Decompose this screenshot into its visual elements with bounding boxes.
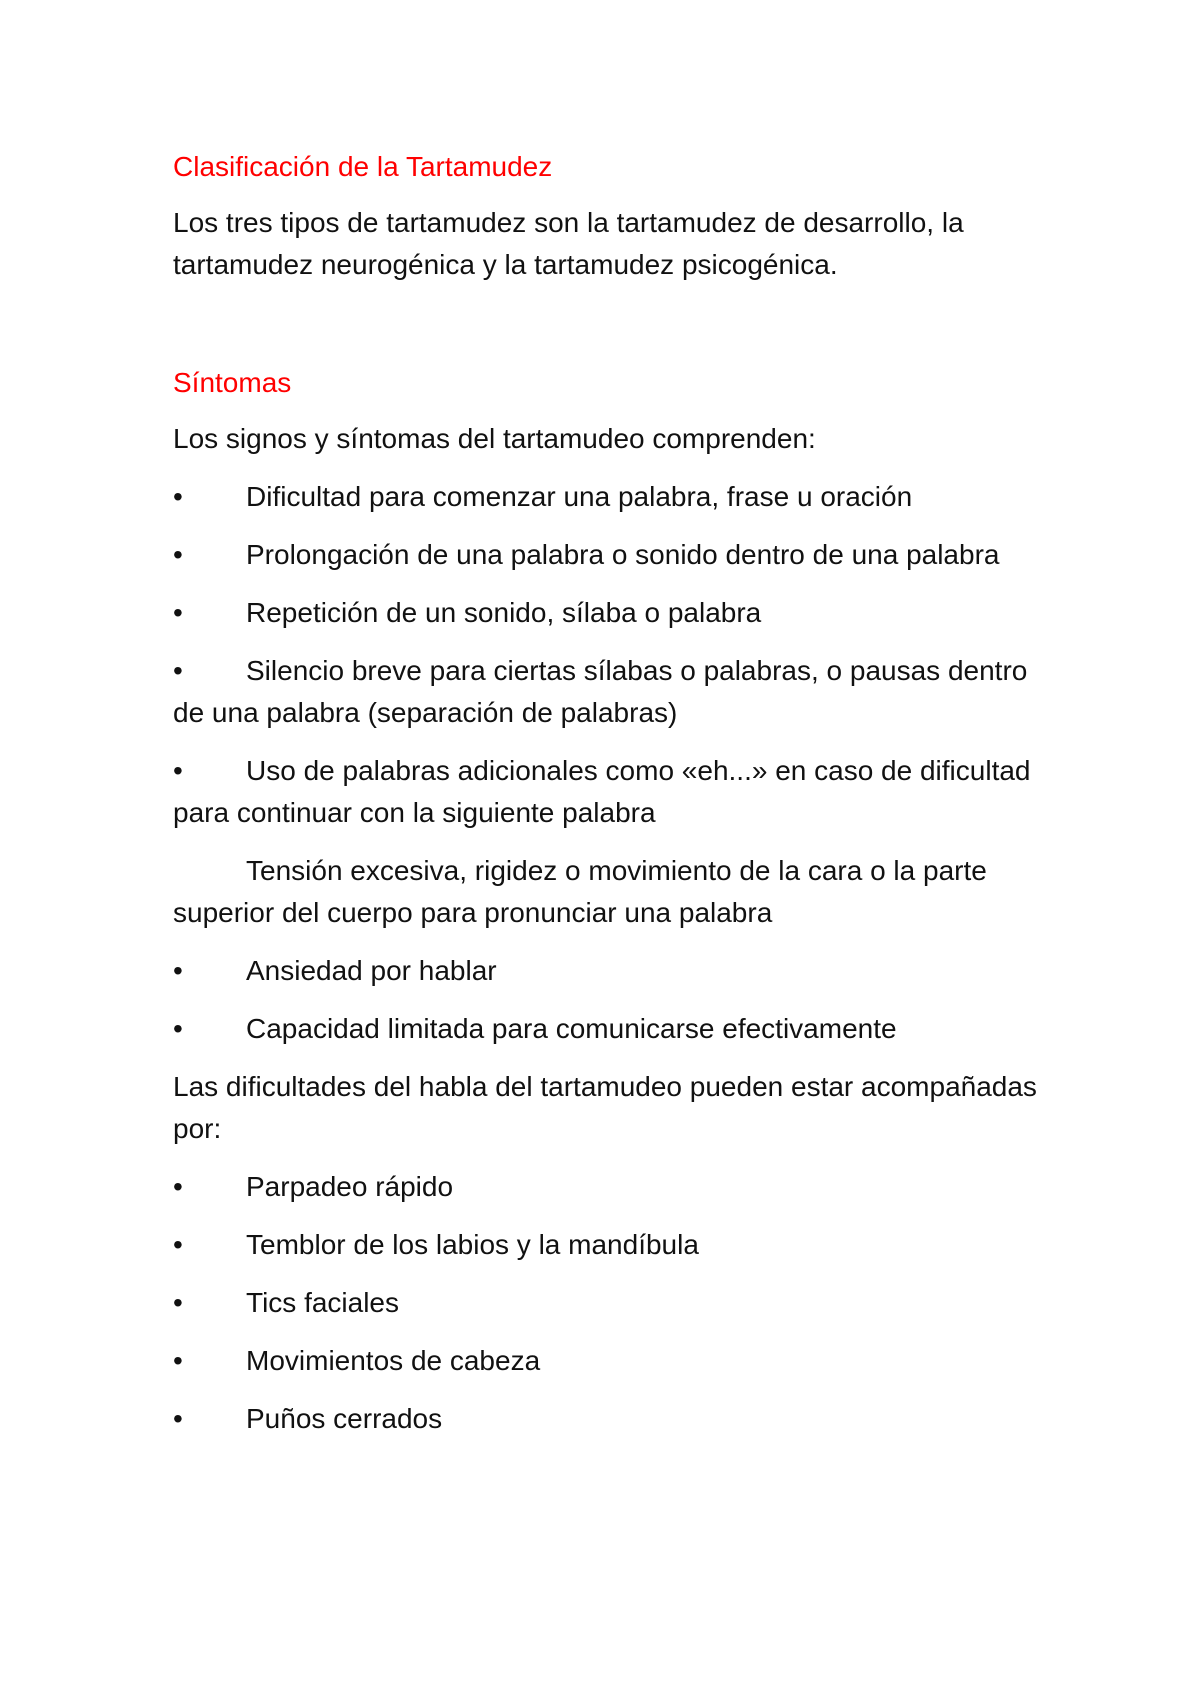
list-item [173, 1340, 1053, 1382]
list-item-text: Ansiedad por hablar [246, 955, 497, 986]
list-item [173, 476, 1053, 518]
list-item [173, 750, 1053, 834]
list-item [173, 1008, 1053, 1050]
list-item-text: Dificultad para comenzar una palabra, frase u oración [246, 481, 913, 512]
bullet-icon: • [173, 539, 183, 570]
bullet-icon: • [173, 655, 183, 686]
list-item [173, 1166, 1053, 1208]
bullet-icon: • [173, 1345, 183, 1376]
section-title-clasificacion: Clasificación de la Tartamudez [173, 151, 553, 182]
bullet-icon: • [173, 481, 183, 512]
list-item [173, 650, 1053, 734]
list-item [173, 1398, 1053, 1440]
list-item-text: Repetición de un sonido, sílaba o palabra [246, 597, 762, 628]
list-item-text: Capacidad limitada para comunicarse efectivamente [246, 1013, 897, 1044]
bullet-icon: • [173, 1013, 183, 1044]
list-item [173, 950, 1053, 992]
list-item [173, 1282, 1053, 1324]
bullet-icon: • [173, 955, 183, 986]
list-item [173, 592, 1053, 634]
list-item-text: Temblor de los labios y la mandíbula [246, 1229, 699, 1260]
spacer [173, 302, 1053, 362]
list-item-text: Movimientos de cabeza [246, 1345, 541, 1376]
list-item-text: Puños cerrados [246, 1403, 443, 1434]
list-item-text: Prolongación de una palabra o sonido dentro de una palabra [246, 539, 1000, 570]
bullet-icon: • [173, 1171, 183, 1202]
list-item-text: Parpadeo rápido [246, 1171, 454, 1202]
paragraph-tension: Tensión excesiva, rigidez o movimiento de la cara o la parte superior del cuerpo para pronunciar una palabra [173, 855, 987, 928]
paragraph-acompanadas: Las dificultades del habla del tartamudeo pueden estar acompañadas por: [173, 1071, 1037, 1144]
section-title-sintomas: Síntomas [173, 367, 292, 398]
list-item [173, 1224, 1053, 1266]
list-item [173, 534, 1053, 576]
paragraph-tipos: Los tres tipos de tartamudez son la tartamudez de desarrollo, la tartamudez neurogénica y la tartamudez psicogénica. [173, 207, 964, 280]
paragraph-sintomas-intro: Los signos y síntomas del tartamudeo comprenden: [173, 423, 816, 454]
bullet-icon: • [173, 1287, 183, 1318]
list-item-text: Tics faciales [246, 1287, 400, 1318]
bullet-icon: • [173, 597, 183, 628]
document-content [173, 146, 1053, 1456]
list-item-text: Silencio breve para ciertas sílabas o palabras, o pausas dentro de una palabra (separación de palabras) [173, 655, 1028, 728]
bullet-icon: • [173, 1403, 183, 1434]
bullet-icon: • [173, 755, 183, 786]
list-item-text: Uso de palabras adicionales como «eh...» en caso de dificultad para continuar con la siguiente palabra [173, 755, 1031, 828]
bullet-icon: • [173, 1229, 183, 1260]
